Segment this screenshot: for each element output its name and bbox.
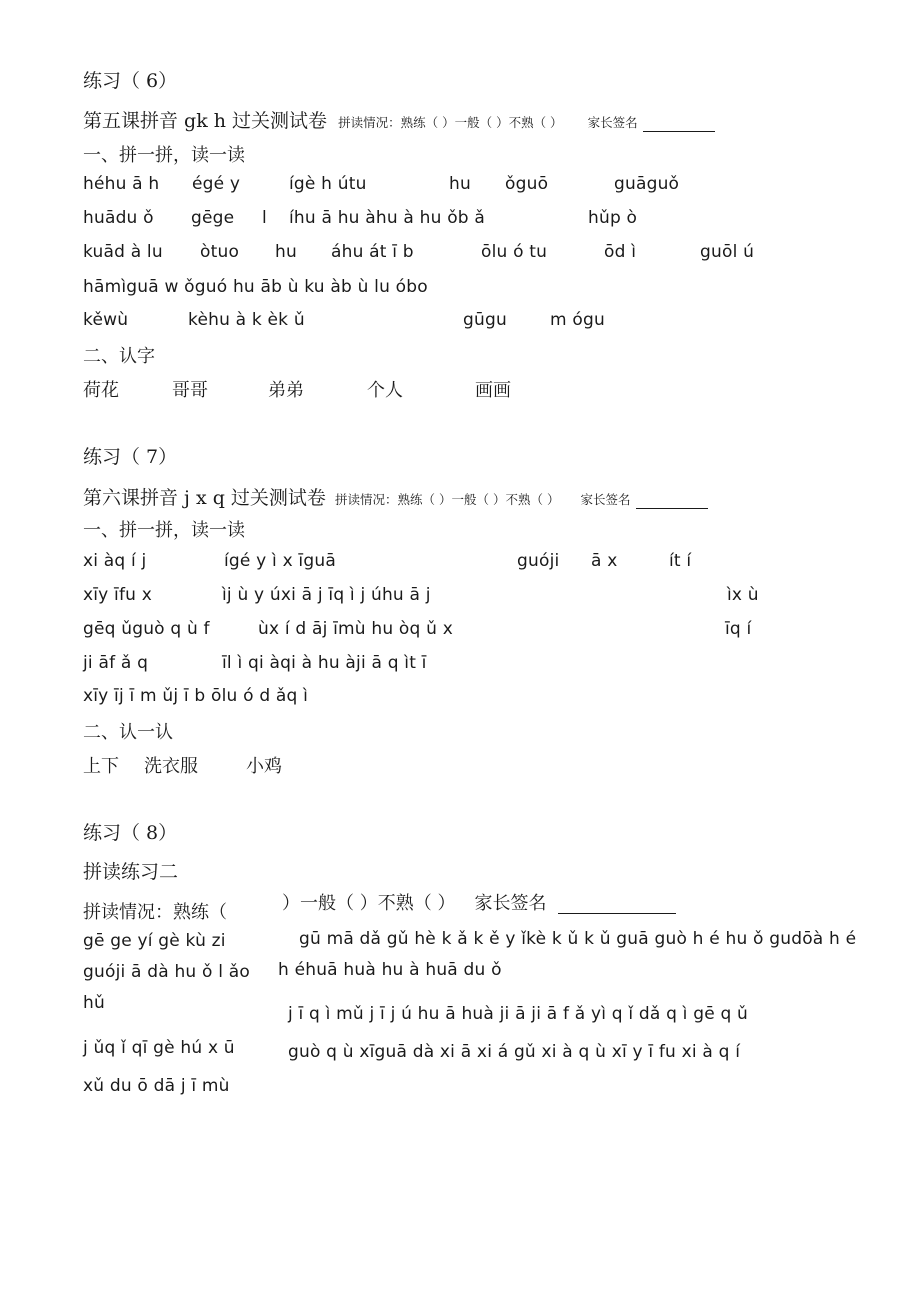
pinyin-item: hu	[449, 174, 471, 194]
exercise-8-status-line	[282, 889, 676, 915]
pinyin-item: hu	[275, 242, 297, 262]
character-item: 荷花	[83, 380, 119, 401]
pinyin-item: áhu át ī b	[331, 242, 414, 262]
pinyin-item: guōl ú	[700, 242, 755, 262]
pinyin-line: gū mā dǎ gǔ hè k ǎ k ě y ǐkè k ǔ k ǔ guā guò h é hu ǒ gudōà h é	[299, 929, 857, 949]
pinyin-item: guóji	[517, 551, 560, 571]
pinyin-item: gēge	[191, 208, 235, 228]
pinyin-item: ǒguō	[505, 174, 549, 194]
pinyin-item: ígè h útu	[289, 174, 367, 194]
pinyin-item: ìx ù	[727, 585, 759, 605]
pinyin-item: hāmìguā w ǒguó hu āb ù ku àb ù lu óbo	[83, 277, 428, 297]
exercise-7-signature-line[interactable]	[636, 489, 708, 509]
pinyin-item: òtuo	[200, 242, 240, 262]
pinyin-line: gē ge yí gè kù zi	[83, 931, 226, 951]
pinyin-item: ít í	[669, 551, 692, 571]
exercise-6-section-1: 一、拼一拼，读一读	[83, 145, 245, 166]
pinyin-item: xi àq í j	[83, 551, 147, 571]
pinyin-item: ōd ì	[604, 242, 637, 262]
exercise-6-signature-line[interactable]	[643, 112, 715, 132]
exercise-8-subtitle: 拼读练习二	[83, 861, 179, 883]
pinyin-item: ōlu ó tu	[481, 242, 548, 262]
exercise-7-title: 练习（ 7）	[83, 446, 178, 468]
pinyin-item: gūgu	[463, 310, 507, 330]
pinyin-item: héhu ā h	[83, 174, 160, 194]
pinyin-line: guóji ā dà hu ǒ l ǎo	[83, 962, 250, 982]
exercise-7-subtitle: 第六课拼音 j x q 过关测试卷	[83, 487, 326, 509]
pinyin-item: ígé y ì x īguā	[224, 551, 336, 571]
pinyin-line: j ǔq ǐ qī gè hú x ū	[83, 1038, 235, 1058]
pinyin-item: ìj ù y úxi ā j īq ì j úhu ā j	[222, 585, 431, 605]
exercise-8-status-left: 拼读情况：熟练（	[83, 902, 227, 923]
character-item: 弟弟	[268, 380, 304, 401]
exercise-8-parent-sign-label: 家长签名	[474, 893, 547, 914]
pinyin-item: xīy īfu x	[83, 585, 152, 605]
pinyin-item: kèhu à k èk ǔ	[188, 310, 305, 330]
exercise-6-title: 练习（ 6）	[83, 70, 178, 92]
word-item: 小鸡	[246, 756, 282, 777]
pinyin-item: l	[262, 208, 267, 228]
pinyin-item: m ógu	[550, 310, 605, 330]
pinyin-item: īq í	[725, 619, 752, 639]
exercise-6-parent-sign-label: 家长签名	[587, 115, 638, 130]
character-item: 个人	[367, 380, 403, 401]
pinyin-item: ùx í d āj īmù hu òq ǔ x	[258, 619, 453, 639]
exercise-8-signature-line[interactable]	[558, 894, 676, 914]
pinyin-item: íhu ā hu àhu à hu ǒb ǎ	[289, 208, 486, 228]
exercise-6-status: 拼读情况：熟练（ ）一般（ ）不熟（ ）	[338, 115, 563, 130]
pinyin-item: kuād à lu	[83, 242, 163, 262]
pinyin-line: xǔ du ō dā j ī mù	[83, 1076, 230, 1096]
pinyin-item: kěwù	[83, 310, 129, 330]
pinyin-line: hǔ	[83, 993, 105, 1013]
exercise-7-status: 拼读情况：熟练（ ）一般（ ）不熟（ ）	[335, 492, 560, 507]
exercise-6-subtitle: 第五课拼音 gk h 过关测试卷	[83, 110, 328, 132]
exercise-8-title: 练习（ 8）	[83, 822, 178, 844]
exercise-7-section-1: 一、拼一拼，读一读	[83, 520, 245, 541]
pinyin-item: huādu ǒ	[83, 208, 154, 228]
pinyin-item: ji āf ǎ q	[83, 653, 149, 673]
pinyin-item: égé y	[192, 174, 241, 194]
exercise-7-header	[83, 483, 708, 510]
word-item: 洗衣服	[144, 756, 198, 777]
pinyin-line: j ī q ì mǔ j ī j ú hu ā huà ji ā ji ā f ǎ yì q ǐ dǎ q ì gē q ǔ	[288, 1004, 749, 1024]
pinyin-item: guāguǒ	[614, 174, 680, 194]
pinyin-item: hǔp ò	[588, 208, 638, 228]
pinyin-item: īl ì qi àqi à hu àji ā q ìt ī	[222, 653, 427, 673]
character-item: 画画	[475, 380, 511, 401]
pinyin-line: h éhuā huà hu à huā du ǒ	[278, 960, 502, 980]
exercise-6-section-2: 二、认字	[83, 346, 155, 367]
pinyin-item: gēq ǔguò q ù f	[83, 619, 210, 639]
pinyin-item: xīy īj ī m ǔj ī b ōlu ó d ǎq ì	[83, 686, 309, 706]
exercise-7-parent-sign-label: 家长签名	[580, 492, 631, 507]
exercise-7-section-2: 二、认一认	[83, 722, 173, 743]
character-item: 哥哥	[172, 380, 208, 401]
word-item: 上下	[83, 756, 119, 777]
exercise-8-status-right: ）一般（ ）不熟（ ）	[282, 893, 456, 914]
exercise-6-header	[83, 106, 715, 133]
pinyin-line: guò q ù xīguā dà xi ā xi á gǔ xi à q ù xī y ī fu xi à q í	[288, 1042, 741, 1062]
pinyin-item: ā x	[591, 551, 618, 571]
